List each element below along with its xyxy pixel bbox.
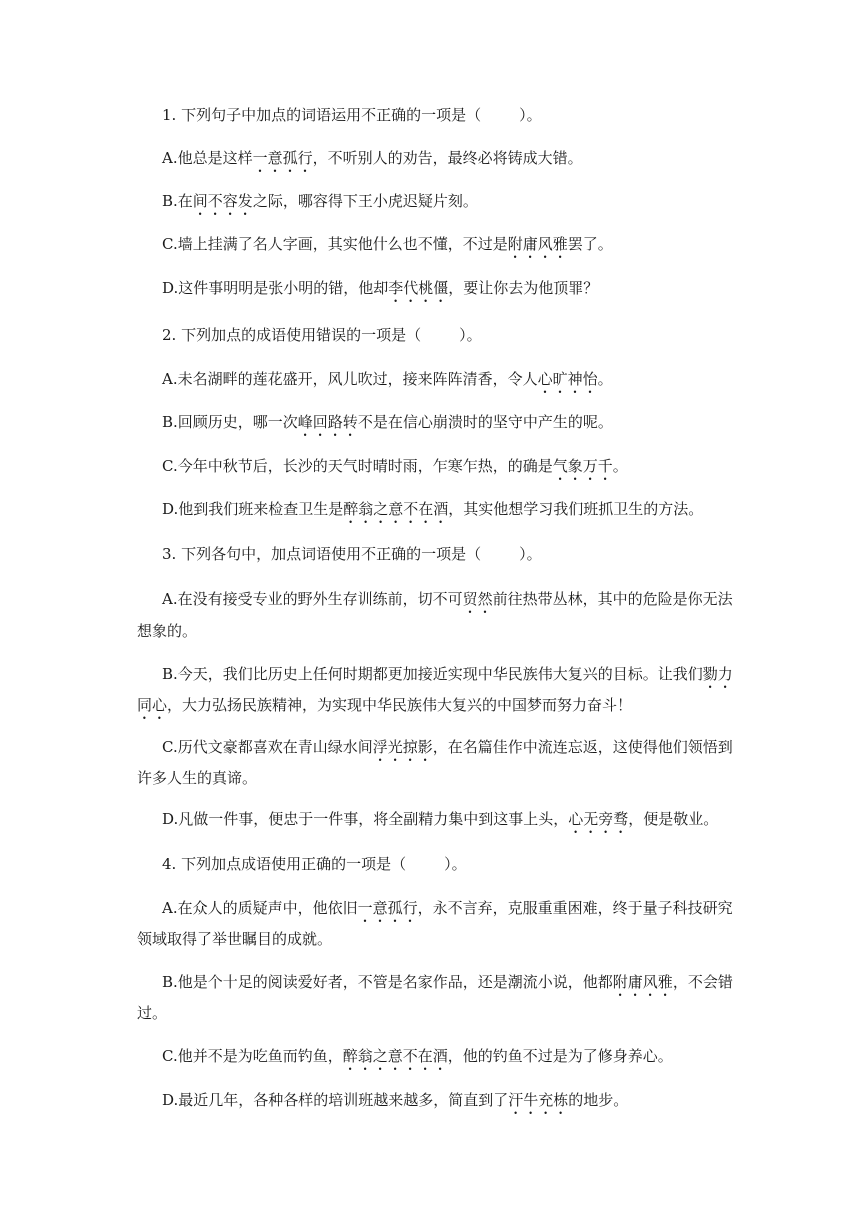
question-2-option-a: A.未名湖畔的莲花盛开，风儿吹过，接来阵阵清香，令人心旷神怡。 <box>162 370 613 388</box>
question-1-option-c: C.墙上挂满了名人字画，其实他什么也不懂，不过是附庸风雅罢了。 <box>162 235 613 253</box>
question-1-option-b: B.在间不容发之际，哪容得下王小虎迟疑片刻。 <box>162 192 478 210</box>
question-1-option-a: A.他总是这样一意孤行，不听别人的劝告，最终必将铸成大错。 <box>162 149 583 167</box>
dotted-term: 心旷神怡 <box>537 370 598 388</box>
dotted-term: 李代桃僵 <box>388 279 449 297</box>
question-3-option-b-line-1: B.今天，我们比历史上任何时期都更加接近实现中华民族伟大复兴的目标。让我们勠力 <box>162 665 733 683</box>
question-4-stem: 4. 下列加点成语使用正确的一项是（ ）。 <box>162 855 467 873</box>
question-4-option-a-line-2: 领域取得了举世瞩目的成就。 <box>137 930 333 948</box>
dotted-term: 贸然 <box>462 590 493 608</box>
dotted-term: 一意孤行 <box>357 899 418 917</box>
question-2-stem: 2. 下列加点的成语使用错误的一项是（ ）。 <box>162 326 482 344</box>
question-4-option-b-line-2: 过。 <box>137 1004 168 1022</box>
question-3-option-a-line-2: 想象的。 <box>137 622 198 640</box>
dotted-term: 汗牛充栋 <box>508 1091 569 1109</box>
question-2-option-d: D.他到我们班来检查卫生是醉翁之意不在酒，其实他想学习我们班抓卫生的方法。 <box>162 500 704 518</box>
question-3-option-a-line-1: A.在没有接受专业的野外生存训练前，切不可贸然前往热带丛林，其中的危险是你无法 <box>162 590 733 608</box>
question-1-stem: 1. 下列句子中加点的词语运用不正确的一项是（ ）。 <box>162 106 542 124</box>
dotted-term: 附庸风雅 <box>507 235 568 253</box>
dotted-term: 附庸风雅 <box>612 973 673 991</box>
question-4-option-b-line-1: B.他是个十足的阅读爱好者，不管是名家作品，还是潮流小说，他都附庸风雅，不会错 <box>162 973 733 991</box>
dotted-term: 间不容发 <box>192 192 253 210</box>
question-4-option-c: C.他并不是为吃鱼而钓鱼，醉翁之意不在酒，他的钓鱼不过是为了修身养心。 <box>162 1047 673 1065</box>
dotted-term: 同心 <box>137 696 168 714</box>
dotted-term: 一意孤行 <box>252 149 313 167</box>
dotted-term: 气象万千 <box>552 457 613 475</box>
question-3-option-b-line-2: 同心，大力弘扬民族精神，为实现中华民族伟大复兴的中国梦而努力奋斗！ <box>137 696 633 714</box>
question-2-option-b: B.回顾历史，哪一次峰回路转不是在信心崩溃时的坚守中产生的呢。 <box>162 413 613 431</box>
question-3-option-c-line-1: C.历代文豪都喜欢在青山绿水间浮光掠影，在名篇佳作中流连忘返，这使得他们领悟到 <box>162 738 733 756</box>
question-3-option-c-line-2: 许多人生的真谛。 <box>137 769 258 787</box>
dotted-term: 醉翁之意不在酒 <box>342 1047 448 1065</box>
question-4-option-a-line-1: A.在众人的质疑声中，他依旧一意孤行，永不言弃，克服重重困难，终于量子科技研究 <box>162 899 733 917</box>
dotted-term: 浮光掠影 <box>372 738 433 756</box>
dotted-term: 勠力 <box>702 665 733 683</box>
question-3-stem: 3. 下列各句中，加点词语使用不正确的一项是（ ）。 <box>162 545 542 563</box>
question-1-option-d: D.这件事明明是张小明的错，他却李代桃僵，要让你去为他顶罪？ <box>162 279 599 297</box>
question-3-option-d: D.凡做一件事，便忠于一件事，将全副精力集中到这事上头，心无旁骛，便是敬业。 <box>162 810 719 828</box>
dotted-term: 峰回路转 <box>297 413 358 431</box>
dotted-term: 醉翁之意不在酒 <box>343 500 449 518</box>
dotted-term: 心无旁骛 <box>568 810 629 828</box>
question-4-option-d: D.最近几年，各种各样的培训班越来越多，简直到了汗牛充栋的地步。 <box>162 1091 629 1109</box>
question-2-option-c: C.今年中秋节后，长沙的天气时晴时雨，乍寒乍热，的确是气象万千。 <box>162 457 628 475</box>
